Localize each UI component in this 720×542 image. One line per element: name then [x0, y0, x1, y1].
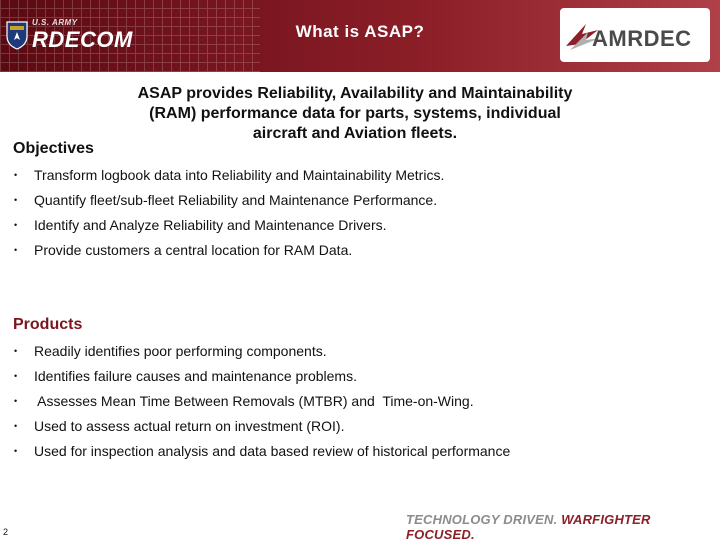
- products-list: [13, 339, 510, 464]
- page-number: 2: [3, 527, 9, 537]
- list-item: • Transform logbook data into Reliability and Maintainability Metrics.: [13, 163, 444, 188]
- list-item: • Assesses Mean Time Between Removals (MTBR) and Time-on-Wing.: [13, 389, 510, 414]
- rdecom-top-text: U.S. ARMY: [32, 18, 78, 27]
- bullet-icon: •: [14, 371, 18, 381]
- intro-line: (RAM) performance data for parts, systems, individual: [149, 105, 561, 122]
- objectives-list: [13, 163, 444, 263]
- list-item: • Used for inspection analysis and data based review of historical performance: [13, 439, 510, 464]
- rdecom-wordmark: RDECOM: [32, 27, 133, 52]
- army-shield-icon: [6, 20, 28, 50]
- list-item: • Used to assess actual return on investment (ROI).: [13, 414, 510, 439]
- bullet-icon: •: [14, 346, 18, 356]
- objectives-heading: Objectives: [13, 140, 94, 157]
- amrdec-logo: [560, 8, 710, 62]
- header-banner: [0, 0, 720, 72]
- bullet-icon: •: [14, 220, 18, 230]
- amrdec-wordmark: AMRDEC: [592, 26, 692, 51]
- bullet-icon: •: [14, 245, 18, 255]
- list-item: • Quantify fleet/sub-fleet Reliability and Maintenance Performance.: [13, 188, 444, 213]
- intro-line: aircraft and Aviation fleets.: [252, 125, 458, 142]
- bullet-icon: •: [14, 170, 18, 180]
- bullet-icon: •: [14, 421, 18, 431]
- page-title: What is ASAP?: [295, 22, 425, 41]
- footer-tagline: [406, 512, 720, 542]
- bullet-icon: •: [14, 396, 18, 406]
- bullet-icon: •: [14, 446, 18, 456]
- bullet-icon: •: [14, 195, 18, 205]
- products-heading: Products: [13, 316, 83, 333]
- list-item: • Provide customers a central location for RAM Data.: [13, 238, 444, 263]
- list-item: • Identify and Analyze Reliability and Maintenance Drivers.: [13, 213, 444, 238]
- tagline-part-2: WARFIGHTER FOCUSED.: [406, 512, 651, 542]
- list-item: • Identifies failure causes and maintenance problems.: [13, 364, 510, 389]
- intro-line: ASAP provides Reliability, Availability and Maintainability: [137, 85, 573, 102]
- list-item: • Readily identifies poor performing components.: [13, 339, 510, 364]
- intro-statement: [100, 84, 610, 144]
- rdecom-logo: [6, 14, 156, 56]
- tagline-part-1: TECHNOLOGY DRIVEN.: [406, 512, 558, 527]
